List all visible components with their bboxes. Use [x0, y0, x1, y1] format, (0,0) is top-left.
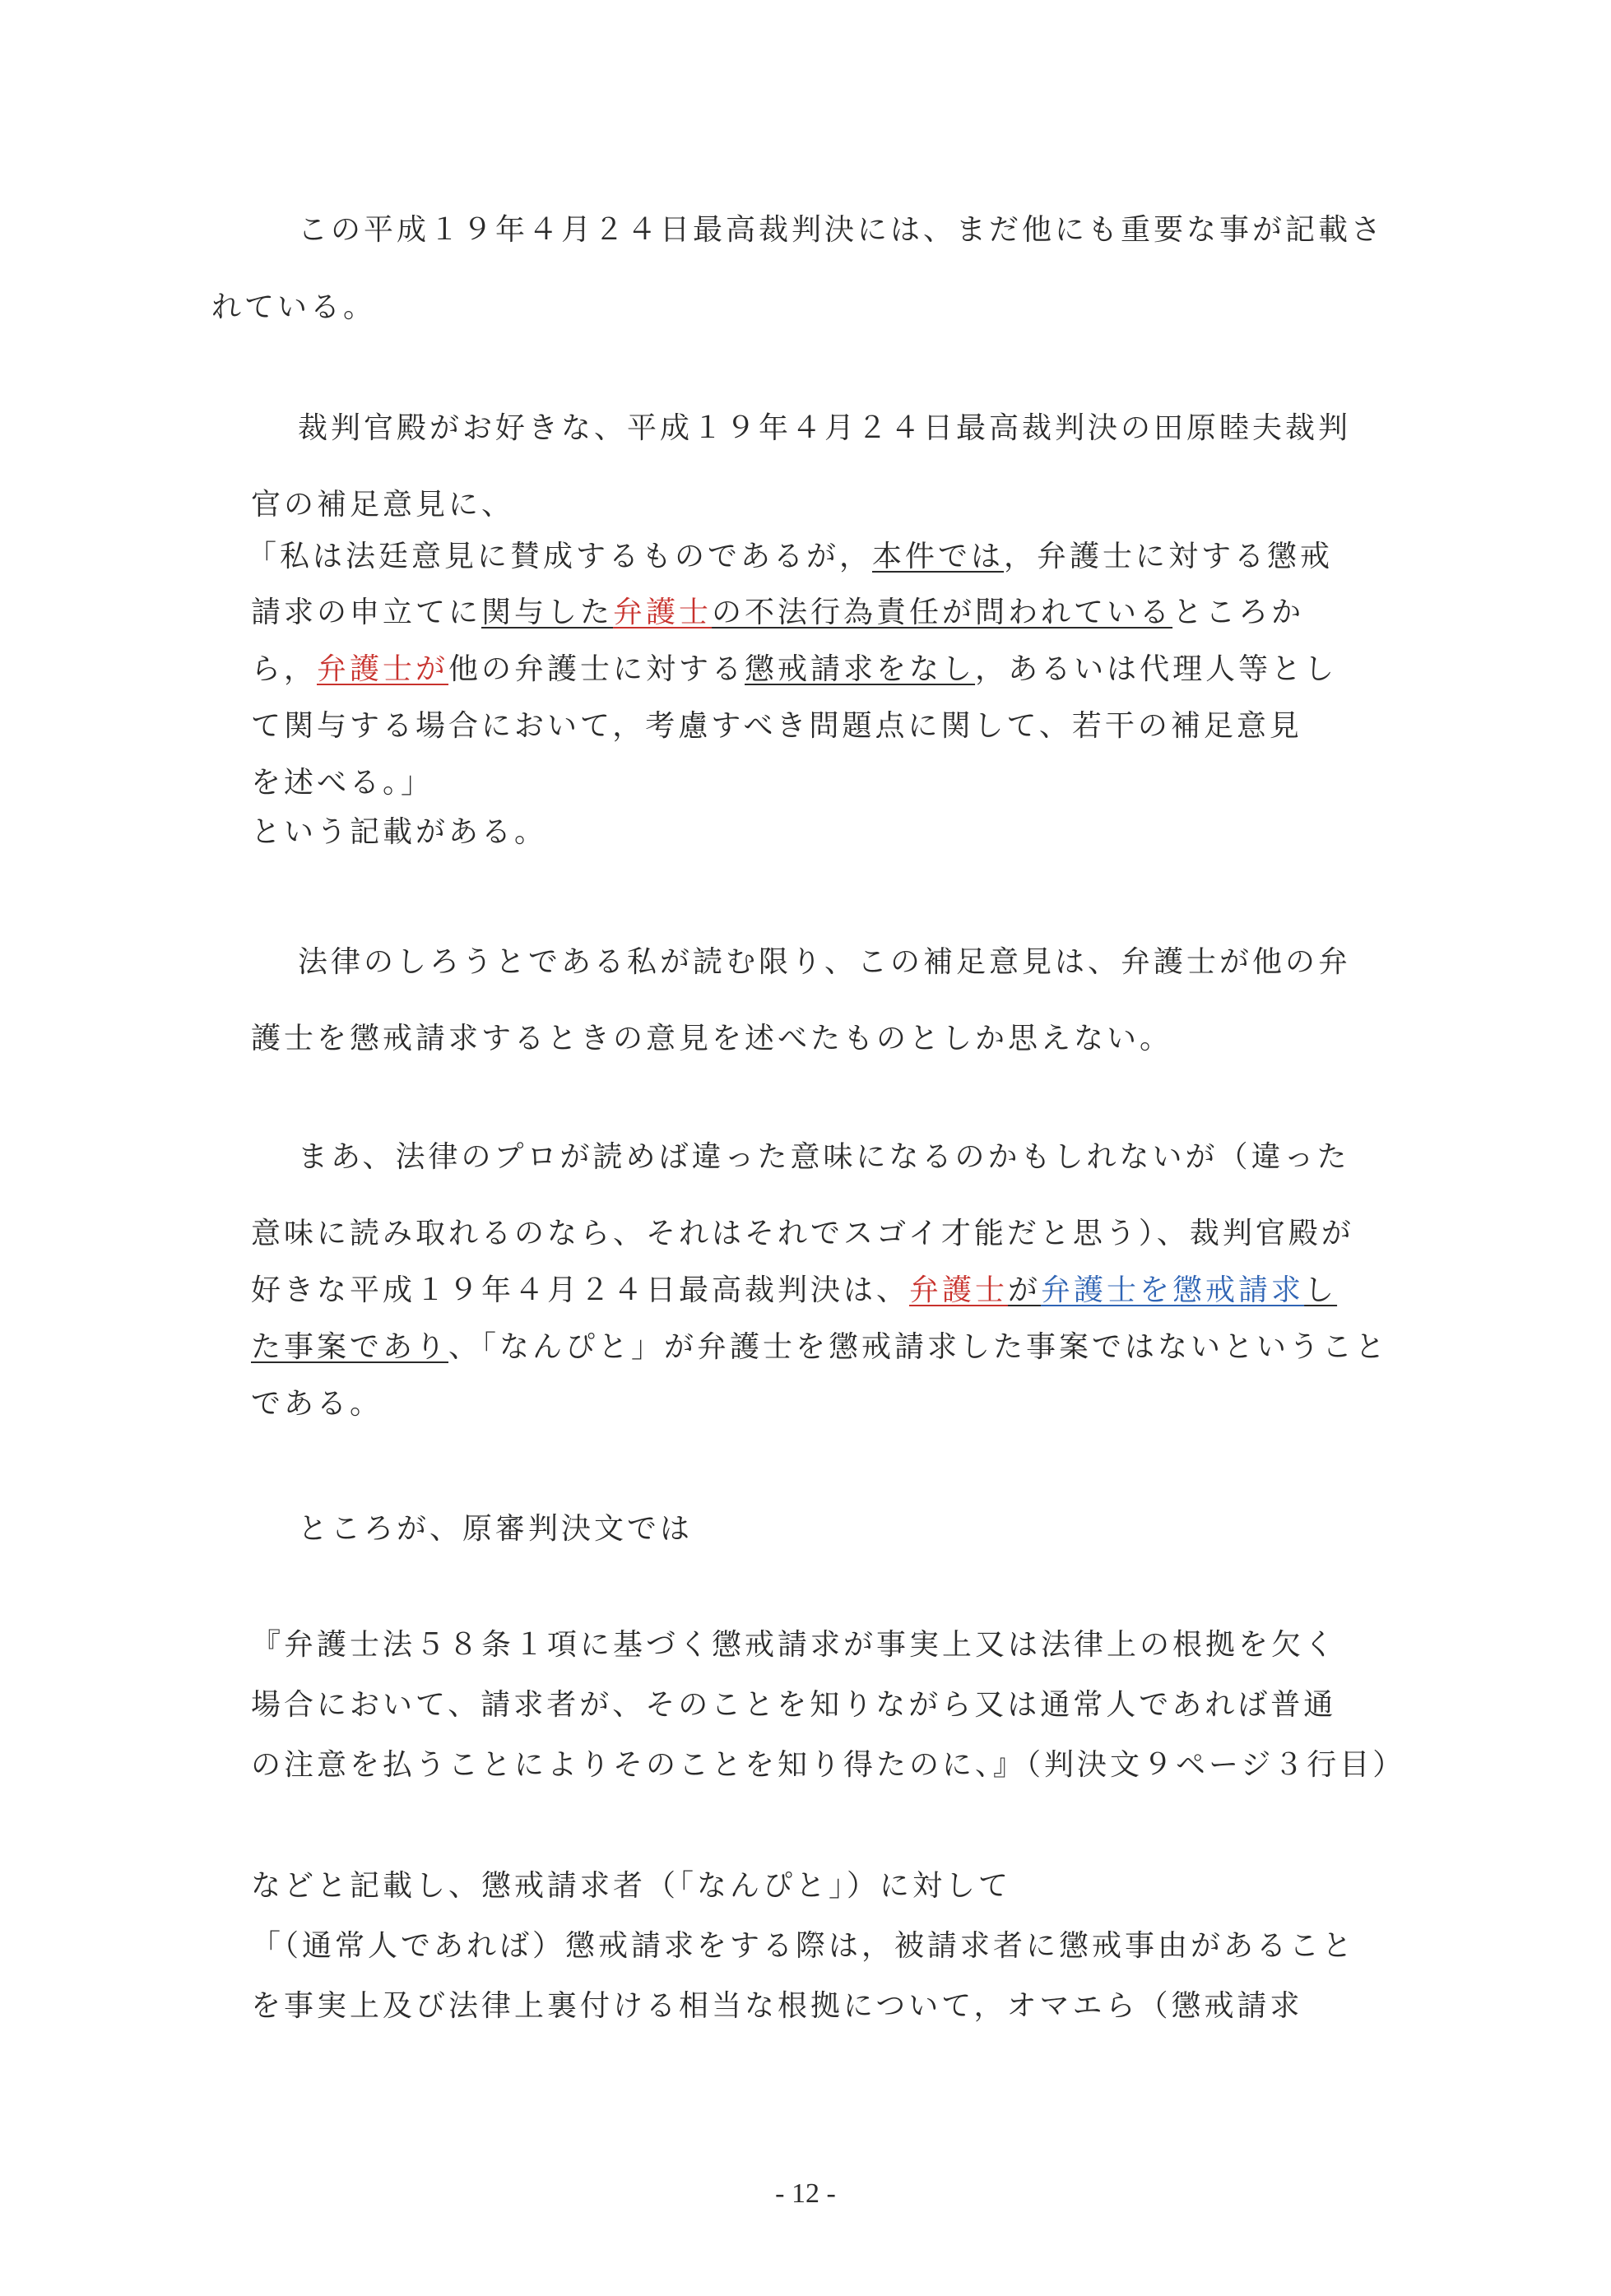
- quote-line-5: を述べる。」: [251, 766, 434, 800]
- paragraph-3-line-2: 護士を懲戒請求するときの意見を述べたものとしか思えない。: [251, 1022, 1173, 1055]
- page-number: - 12 -: [775, 2178, 836, 2209]
- quote-highlighted-text: 弁護士が: [317, 652, 449, 686]
- paragraph-1-line-2: れている。: [211, 290, 377, 324]
- quote-text: 他の弁護士に対する: [448, 652, 745, 686]
- paragraph-7-line-3: を事実上及び法律上裏付ける相当な根拠について，オマエら（懲戒請求: [251, 1989, 1303, 2023]
- quote-underlined-text: の不法行為責任が問われている: [712, 596, 1173, 629]
- paragraph-4-line-4: [251, 1329, 1388, 1366]
- paragraph-7-line-1: などと記載し、懲戒請求者（「なんぴと」）に対して: [251, 1869, 1012, 1903]
- paragraph-2-line-1: 裁判官殿がお好きな、平成１９年４月２４日最高裁判決の田原睦夫裁判: [298, 411, 1352, 445]
- paragraph-6-line-1: 『弁護士法５８条１項に基づく懲戒請求が事実上又は法律上の根拠を欠く: [251, 1628, 1338, 1662]
- paragraph-4-line-5: である。: [251, 1387, 383, 1421]
- quote-text: ところか: [1172, 596, 1305, 629]
- quote-text: ら，: [251, 652, 318, 686]
- quote-underlined-text: 懲戒請求をなし: [745, 652, 976, 686]
- quote-underlined-text: 本件では: [872, 540, 1005, 573]
- paragraph-4-line-3: [251, 1273, 1337, 1309]
- highlighted-text-blue: 弁護士を懲戒請求: [1041, 1273, 1305, 1307]
- quote-line-3: [251, 652, 1337, 688]
- highlighted-text-red: 弁護士: [909, 1273, 1009, 1307]
- underlined-text: し: [1304, 1273, 1338, 1307]
- quote-line-1: [247, 539, 1333, 575]
- paragraph-1-line-1: この平成１９年４月２４日最高裁判決には、まだ他にも重要な事が記載さ: [298, 213, 1385, 247]
- paragraph-4-line-1: まあ、法律のプロが読めば違った意味になるのかもしれないが（違った: [298, 1140, 1350, 1174]
- paragraph-2-line-2: 官の補足意見に、: [251, 488, 515, 522]
- quote-underlined-text: 関与した: [481, 596, 614, 629]
- paragraph-7-line-2: 「（通常人であれば）懲戒請求をする際は，被請求者に懲戒事由があること: [251, 1929, 1356, 1963]
- quote-text: ，弁護士に対する懲戒: [1004, 540, 1334, 573]
- underlined-text: た事案であり: [251, 1330, 449, 1364]
- quote-text: 請求の申立てに: [251, 596, 482, 629]
- paragraph-2-line-after: という記載がある。: [251, 815, 548, 849]
- paragraph-3-line-1: 法律のしろうとである私が読む限り、この補足意見は、弁護士が他の弁: [298, 945, 1352, 979]
- underlined-text: が: [1008, 1273, 1042, 1307]
- body-text: 、「なんぴと」が弁護士を懲戒請求した事案ではないということ: [448, 1330, 1389, 1364]
- quote-highlighted-text: 弁護士: [613, 596, 713, 629]
- paragraph-6-line-2: 場合において、請求者が、そのことを知りながら又は通常人であれば普通: [251, 1688, 1337, 1722]
- quote-text: 「私は法廷意見に賛成するものであるが，: [247, 540, 873, 573]
- quote-line-2: [251, 595, 1304, 631]
- quote-text: ，あるいは代理人等とし: [975, 652, 1338, 686]
- paragraph-6-line-3: の注意を払うことによりそのことを知り得たのに、』（判決文９ページ３行目）: [251, 1748, 1406, 1782]
- body-text: 好きな平成１９年４月２４日最高裁判決は、: [251, 1273, 910, 1307]
- paragraph-4-line-2: 意味に読み取れるのなら、それはそれでスゴイ才能だと思う）、裁判官殿が: [251, 1217, 1354, 1250]
- quote-line-4: て関与する場合において，考慮すべき問題点に関して、若干の補足意見: [251, 709, 1302, 743]
- paragraph-5-line-1: ところが、原審判決文では: [298, 1512, 694, 1546]
